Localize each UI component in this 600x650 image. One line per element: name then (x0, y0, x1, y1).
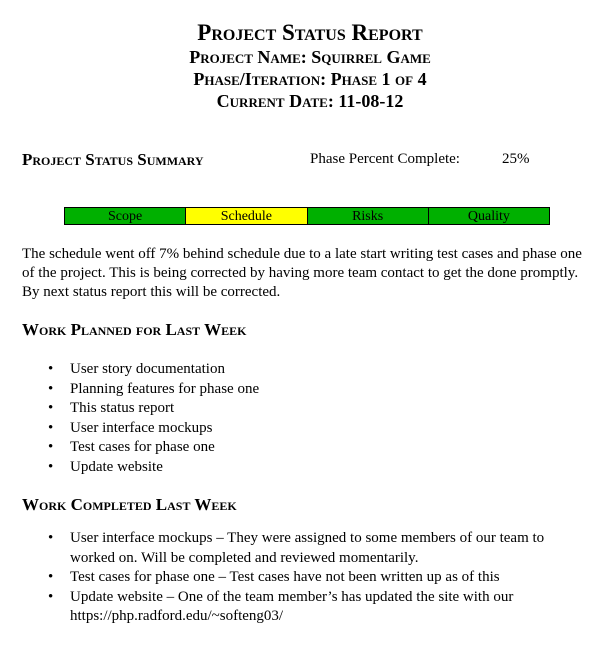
summary-paragraph: The schedule went off 7% behind schedule due to a late start writing test cases and phase one of the project. This is being corrected by having more team contact to get the done promptly. By next status report this will be corrected. (22, 246, 582, 300)
list-item-text: Update website – One of the team member’s has updated the site with our https://php.radford.edu/~softeng03/ (70, 588, 514, 624)
list-item (48, 399, 588, 419)
work-completed-heading: Work Completed Last Week (22, 495, 237, 514)
list-item-text: User interface mockups – They were assigned to some members of our team to worked on. Will be completed and reviewed momentarily. (70, 530, 545, 566)
list-item-text: This status report (70, 400, 175, 416)
project-name: Project Name: Squirrel Game (189, 47, 431, 67)
current-date: Current Date: 11-08-12 (216, 91, 404, 111)
bullet-icon: • (48, 400, 54, 416)
status-bar (64, 207, 550, 225)
work-completed-list (48, 529, 588, 627)
status-summary-row (22, 150, 582, 170)
bullet-icon: • (48, 588, 54, 605)
list-item-text: Update website (70, 458, 163, 475)
list-item (48, 380, 588, 400)
bullet-icon: • (48, 419, 54, 436)
list-item-text: User story documentation (70, 361, 225, 377)
bullet-icon: • (48, 458, 54, 475)
report-title: Project Status Report (197, 20, 423, 45)
status-cell-schedule: Schedule (186, 208, 307, 224)
list-item-text: Planning features for phase one (70, 380, 260, 397)
list-item-text: User interface mockups (70, 419, 213, 436)
bullet-icon: • (48, 569, 54, 585)
bullet-icon: • (48, 439, 54, 455)
phase-percent-value: 25% (502, 151, 530, 167)
phase-percent-label: Phase Percent Complete: (310, 151, 460, 167)
report-header (0, 20, 600, 112)
bullet-icon: • (48, 380, 54, 397)
work-planned-list (48, 360, 588, 477)
list-item (48, 438, 588, 458)
status-summary-heading: Project Status Summary (22, 150, 204, 169)
list-item (48, 360, 588, 380)
list-item (48, 419, 588, 439)
bullet-icon: • (48, 361, 54, 377)
list-item (48, 588, 588, 627)
bullet-icon: • (48, 530, 54, 546)
phase-iteration: Phase/Iteration: Phase 1 of 4 (193, 69, 427, 89)
work-planned-heading: Work Planned for Last Week (22, 320, 247, 339)
list-item-text: Test cases for phase one (70, 439, 215, 455)
status-cell-scope: Scope (65, 208, 186, 224)
status-cell-quality: Quality (429, 208, 549, 224)
list-item (48, 529, 588, 568)
list-item (48, 568, 588, 588)
status-cell-risks: Risks (308, 208, 429, 224)
list-item (48, 458, 588, 478)
list-item-text: Test cases for phase one – Test cases have not been written up as of this (70, 569, 500, 585)
